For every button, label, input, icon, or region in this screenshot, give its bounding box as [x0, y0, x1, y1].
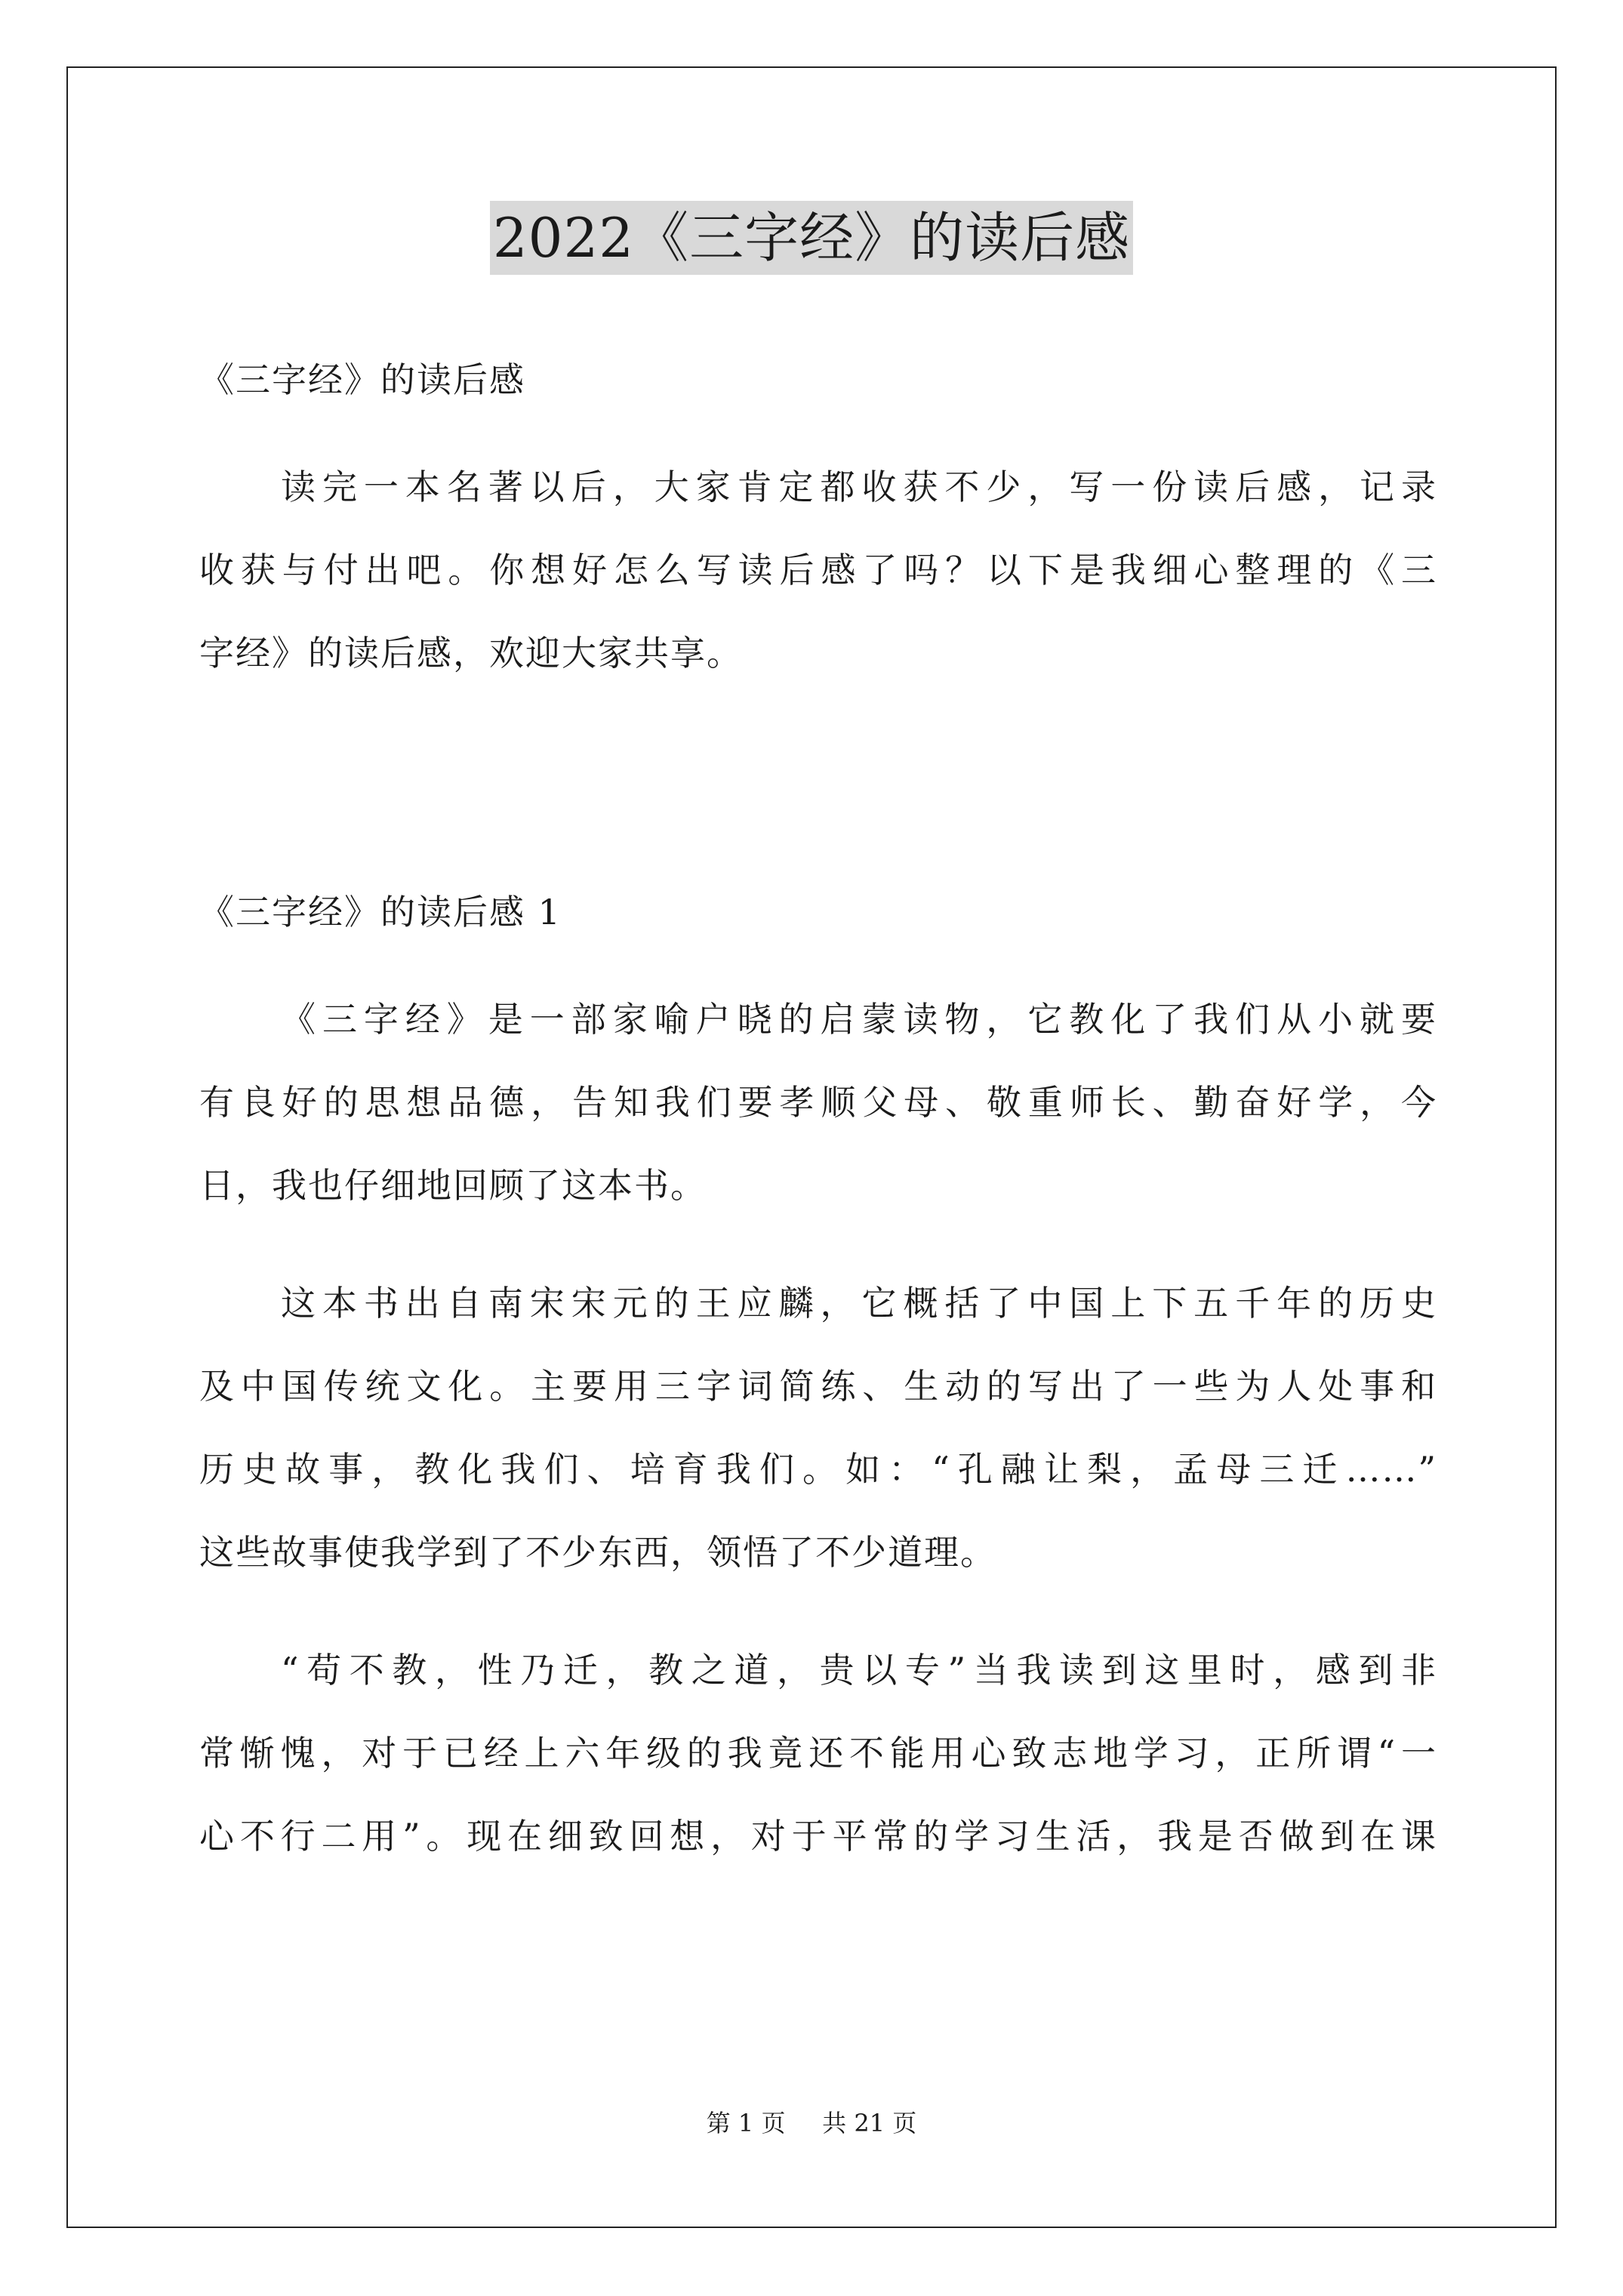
paragraph-line: 历史故事，教化我们、培育我们。如：“孔融让梨，孟母三迁……” — [199, 1449, 1437, 1490]
paragraph-line: 心不行二用”。现在细致回想，对于平常的学习生活，我是否做到在课 — [199, 1816, 1437, 1857]
paragraph-line: 日，我也仔细地回顾了这本书。 — [199, 1165, 707, 1206]
title-container — [0, 201, 1623, 275]
paragraph-line: 这些故事使我学到了不少东西，领悟了不少道理。 — [199, 1532, 996, 1573]
paragraph-line: 读完一本名著以后，大家肯定都收获不少，写一份读后感，记录 — [281, 467, 1437, 507]
document-title: 2022《三字经》的读后感 — [490, 201, 1133, 275]
paragraph-line: “苟不教，性乃迁，教之道，贵以专”当我读到这里时，感到非 — [281, 1650, 1437, 1690]
page-footer — [0, 2108, 1623, 2138]
paragraph-line: 常惭愧，对于已经上六年级的我竟还不能用心致志地学习，正所谓“一 — [199, 1733, 1437, 1774]
paragraph-line: 收获与付出吧。你想好怎么写读后感了吗？以下是我细心整理的《三 — [199, 550, 1437, 590]
paragraph-line: 及中国传统文化。主要用三字词简练、生动的写出了一些为人处事和 — [199, 1366, 1437, 1407]
paragraph-line: 《三字经》是一部家喻户晓的启蒙读物，它教化了我们从小就要 — [281, 999, 1437, 1040]
paragraph-line: 字经》的读后感，欢迎大家共享。 — [199, 633, 743, 673]
page-number: 第 1 页 — [706, 2109, 786, 2137]
section-heading: 《三字经》的读后感 1 — [199, 892, 562, 932]
paragraph-line: 有良好的思想品德，告知我们要孝顺父母、敬重师长、勤奋好学，今 — [199, 1082, 1437, 1123]
paragraph-line: 这本书出自南宋宋元的王应麟，它概括了中国上下五千年的历史 — [281, 1283, 1437, 1324]
subtitle-line: 《三字经》的读后感 — [199, 359, 525, 400]
page-total: 共 21 页 — [822, 2109, 917, 2137]
